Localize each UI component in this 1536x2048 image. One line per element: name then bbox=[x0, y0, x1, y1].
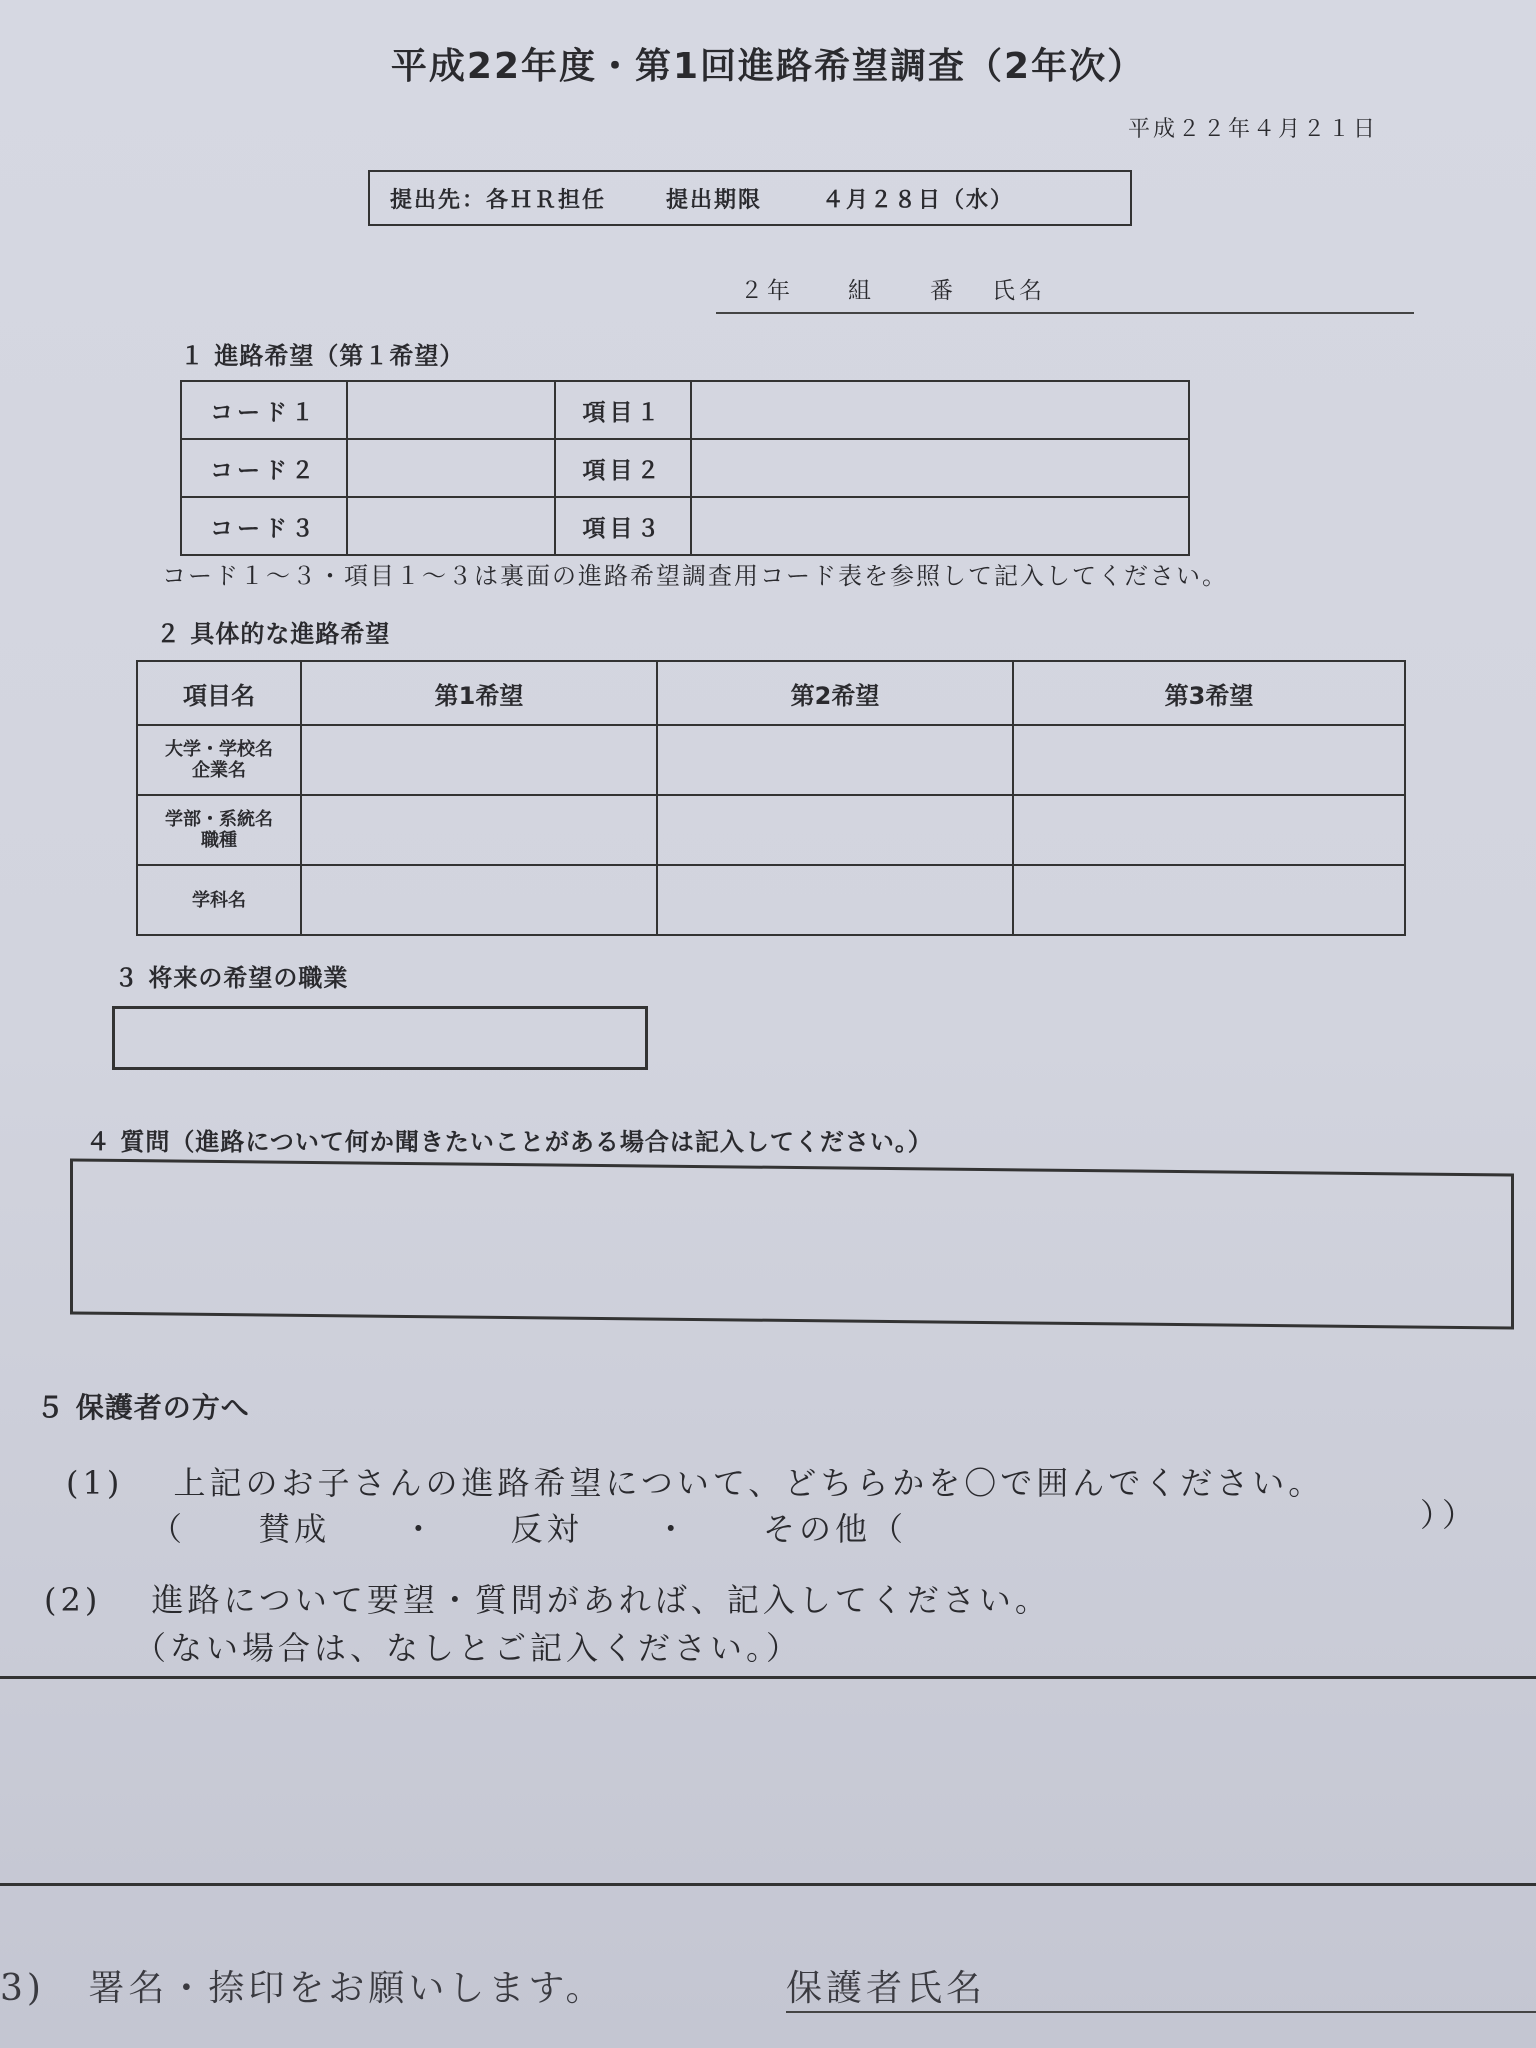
table-row bbox=[137, 865, 1405, 935]
form-title: 平成22年度・第1回進路希望調査（2年次） bbox=[390, 46, 1146, 87]
section4-title: ４ 質問（進路について何か聞きたいことがある場合は記入してください。） bbox=[86, 1128, 933, 1156]
code-label: コード１ bbox=[181, 381, 347, 439]
input-cell[interactable] bbox=[657, 865, 1013, 935]
q3-number: 3) bbox=[0, 1968, 45, 2009]
section3-title: ３ 将来の希望の職業 bbox=[114, 964, 349, 992]
header-choice-1: 第1希望 bbox=[301, 661, 657, 725]
choice-close-paren: ）） bbox=[1420, 1496, 1481, 1534]
guardian-name-field[interactable]: 保護者氏名 bbox=[786, 1960, 1536, 2013]
number-label: 番 bbox=[930, 278, 957, 304]
student-name-line[interactable] bbox=[716, 272, 1414, 314]
choice-other[interactable]: その他（ bbox=[762, 1510, 907, 1548]
code-input-cell[interactable] bbox=[347, 439, 555, 497]
future-occupation-box[interactable] bbox=[112, 1006, 648, 1070]
input-cell[interactable] bbox=[657, 795, 1013, 865]
input-cell[interactable] bbox=[1013, 795, 1405, 865]
item-input-cell[interactable] bbox=[691, 381, 1189, 439]
row-label-line1: 学科名 bbox=[192, 889, 246, 911]
grade-label: ２年 bbox=[740, 278, 794, 304]
row-label bbox=[137, 865, 301, 935]
header-item-name: 項目名 bbox=[137, 661, 301, 725]
q2-subtext: （ない場合は、なしとご記入ください。） bbox=[134, 1629, 803, 1667]
guardian-request-box[interactable] bbox=[0, 1676, 1536, 1886]
class-label: 組 bbox=[848, 278, 875, 304]
input-cell[interactable] bbox=[1013, 725, 1405, 795]
section1-title: １ 進路希望（第１希望） bbox=[180, 342, 465, 370]
q3-text: 署名・捺印をお願いします。 bbox=[88, 1968, 606, 2009]
row-label-line1: 大学・学校名 bbox=[165, 739, 273, 760]
section5-title: ５ 保護者の方へ bbox=[36, 1391, 250, 1424]
table-row bbox=[181, 381, 1189, 439]
deadline-value: ４月２８日（水） bbox=[822, 187, 1015, 213]
issue-date: 平成２２年４月２１日 bbox=[1127, 117, 1378, 142]
code-note: コード１～３・項目１～３は裏面の進路希望調査用コード表を参照して記入してください。 bbox=[162, 562, 1228, 590]
choice-separator: ・ bbox=[654, 1510, 691, 1548]
table-row bbox=[181, 439, 1189, 497]
submission-info-box bbox=[368, 170, 1132, 226]
specific-career-table bbox=[136, 660, 1406, 936]
input-cell[interactable] bbox=[657, 725, 1013, 795]
question-box[interactable] bbox=[70, 1158, 1514, 1329]
guardian-question-1 bbox=[66, 1460, 1324, 1552]
section2-title: ２ 具体的な進路希望 bbox=[156, 620, 391, 648]
item-label: 項目１ bbox=[555, 381, 691, 439]
choice-oppose[interactable]: 反対 bbox=[510, 1510, 583, 1548]
career-code-table bbox=[180, 380, 1190, 556]
deadline-label: 提出期限 bbox=[666, 187, 763, 213]
table-row bbox=[137, 795, 1405, 865]
q1-choices bbox=[150, 1506, 1324, 1552]
code-label: コード３ bbox=[181, 497, 347, 555]
q2-text: 進路について要望・質問があれば、記入してください。 bbox=[151, 1581, 1051, 1619]
q1-number: (1) bbox=[66, 1464, 124, 1502]
row-label-line2: 職種 bbox=[201, 830, 237, 851]
row-label bbox=[137, 795, 301, 865]
q1-text: 上記のお子さんの進路希望について、どちらかを〇で囲んでください。 bbox=[173, 1464, 1325, 1502]
table-row bbox=[181, 497, 1189, 555]
name-label: 氏名 bbox=[992, 278, 1046, 304]
guardian-question-2 bbox=[44, 1576, 1051, 1672]
row-label-line1: 学部・系統名 bbox=[165, 809, 273, 830]
choice-separator: ・ bbox=[402, 1510, 439, 1548]
header-choice-2: 第2希望 bbox=[657, 661, 1013, 725]
input-cell[interactable] bbox=[301, 725, 657, 795]
code-label: コード２ bbox=[181, 439, 347, 497]
submit-to: 提出先：各ＨＲ担任 bbox=[390, 187, 607, 213]
choice-agree[interactable]: 賛成 bbox=[258, 1510, 331, 1548]
input-cell[interactable] bbox=[301, 795, 657, 865]
row-label bbox=[137, 725, 301, 795]
q2-number: (2) bbox=[44, 1581, 102, 1619]
code-input-cell[interactable] bbox=[347, 381, 555, 439]
table-header-row bbox=[137, 661, 1405, 725]
input-cell[interactable] bbox=[1013, 865, 1405, 935]
header-choice-3: 第3希望 bbox=[1013, 661, 1405, 725]
choice-open-paren: （ bbox=[150, 1510, 187, 1548]
item-label: 項目３ bbox=[555, 497, 691, 555]
item-input-cell[interactable] bbox=[691, 497, 1189, 555]
row-label-line2: 企業名 bbox=[192, 760, 246, 781]
signature-row bbox=[0, 1960, 987, 2011]
item-input-cell[interactable] bbox=[691, 439, 1189, 497]
code-input-cell[interactable] bbox=[347, 497, 555, 555]
input-cell[interactable] bbox=[301, 865, 657, 935]
item-label: 項目２ bbox=[555, 439, 691, 497]
table-row bbox=[137, 725, 1405, 795]
